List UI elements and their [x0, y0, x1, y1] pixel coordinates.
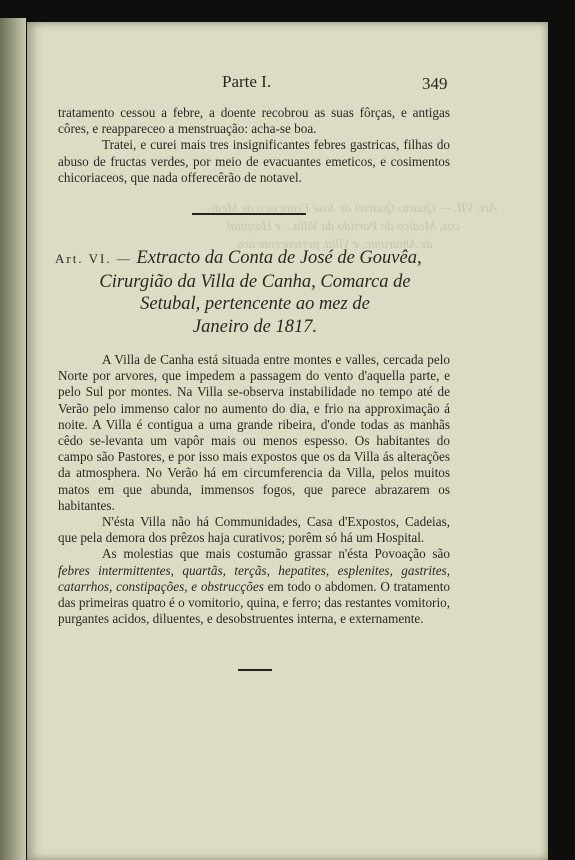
bleed-through-line: Art. VII. — Quarto Quartel de José Francisco de Medi- — [207, 200, 497, 215]
article-label: Art. VI. — — [55, 251, 132, 266]
article-title-text: Extracto da Conta de José de Gouvêa, — [136, 248, 422, 268]
body-text: em todo o abdomen. O tratamento das primeiras quatro é o vomitorio, quina, e ferro; das restantes vomitorio, purgantes acidos, diluentes, e desobstruentes interna, e externamente. — [58, 578, 450, 627]
body-paragraph: N'ésta Villa não há Communidades, Casa d'Expostos, Cadeias, que pela demora dos prêzos haja curativos; porêm só há um Hospital. — [58, 514, 450, 546]
article-heading — [55, 247, 455, 338]
intro-paragraph: tratamento cessou a febre, a doente recobrou as suas fôrças, e antigas côres, e reappareceo a menstruação: acha-se boa. — [58, 105, 450, 137]
running-head: Parte I. — [222, 72, 272, 91]
article-title-line: Setubal, pertencente ao mez de — [140, 294, 370, 314]
page-number: 349 — [422, 74, 448, 93]
article-title-line: Cirurgião da Villa de Canha, Comarca de — [99, 271, 411, 292]
book-page — [27, 22, 548, 860]
intro-text — [58, 105, 450, 186]
article-body — [58, 352, 450, 627]
body-paragraph: A Villa de Canha está situada entre montes e valles, cercada pelo Norte por arvores, que impedem a passagem do vento d'aquella parte, e pelo Sul por montes. Na Villa se-observa instabilidade no tempo até de Verão pelo immenso calor no aumento do dia, e frio na approximação á noite. A Villa é contigua a uma grande ribeira, d'onde todas as manhãs cêdo se-levanta um vapôr mais ou menos espesso. Os habitantes do campo são Pastores, e por isso mais expostos que os da Villa ás alterações da atmosphera. No Verão há em circumferencia da Villa, pelos muitos matos em que abunda, immensos fogos, que parece abrazarem os habitantes. — [58, 352, 450, 513]
facing-page-edge — [0, 18, 26, 860]
article-title-line — [55, 247, 455, 271]
article-title-line: Janeiro de 1817. — [192, 316, 318, 337]
bleed-through-line: cos, Medico do Partido da Villa... e Hospital — [227, 218, 460, 233]
disease-list: febres intermittentes, quartãs, terçãs, hepatites, esplenites, gastrites, catarrhos, constipações, e obstrucções — [58, 562, 450, 594]
page-header — [27, 72, 548, 96]
body-paragraph — [58, 546, 450, 627]
bleed-through-line: de Almirante, e Villa, pertencente aos — [237, 236, 433, 251]
end-rule — [238, 669, 272, 671]
body-text: As molestias que mais costumão grassar n'ésta Povoação são — [102, 546, 450, 562]
section-divider — [192, 213, 306, 215]
intro-paragraph: Tratei, e curei mais tres insignificantes febres gastricas, filhas do abuso de fructas verdes, por meio de evacuantes emeticos, e cosimentos chicoriaceos, que nada offerecêrão de notavel. — [58, 137, 450, 185]
